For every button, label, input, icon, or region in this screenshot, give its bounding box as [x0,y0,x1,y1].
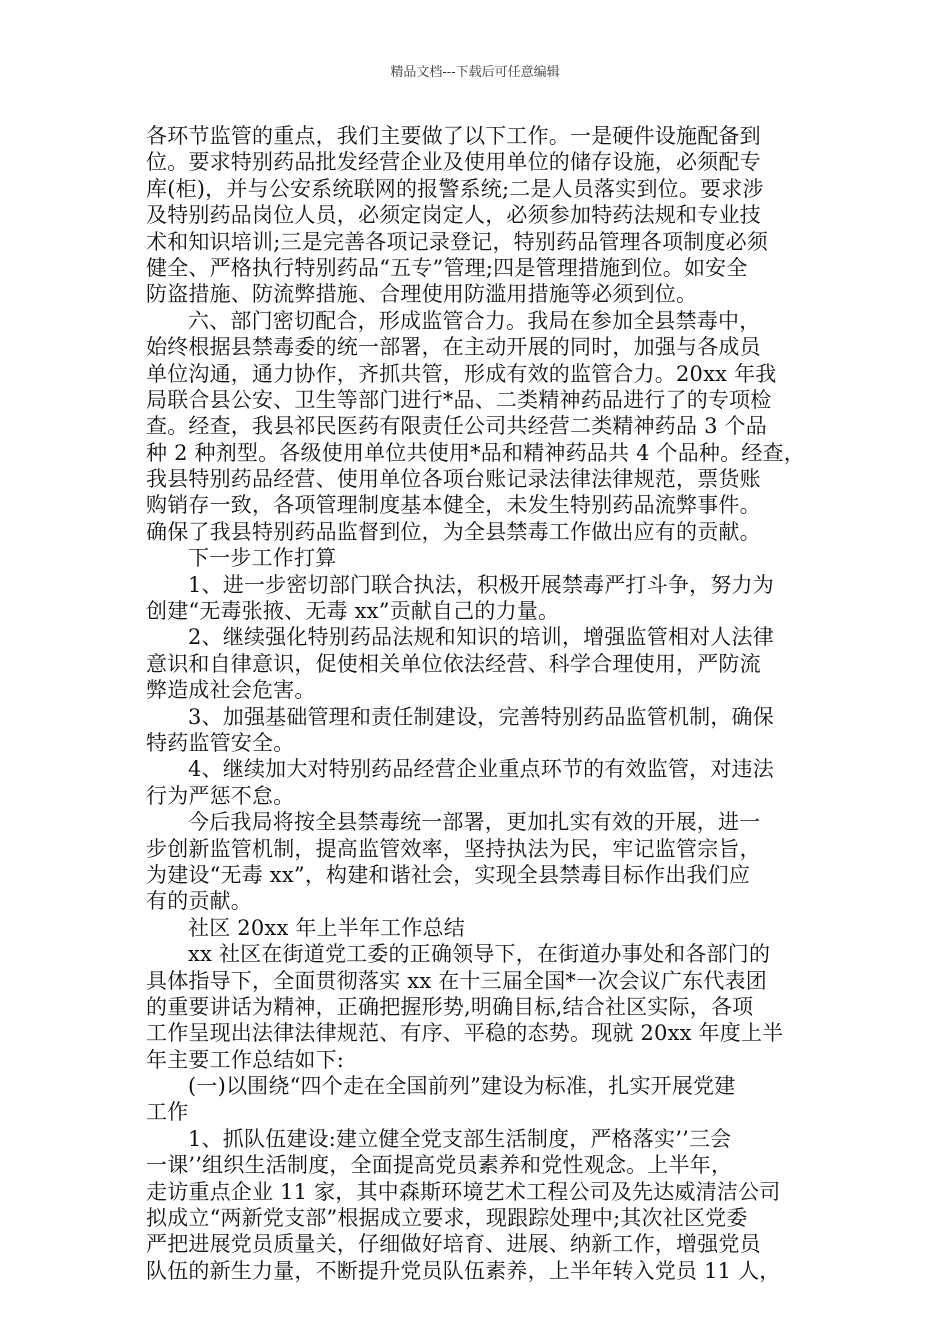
text-line: 有的贡献。 [146,889,252,914]
paragraph-start-line: 3、加强基础管理和责任制建设，完善特别药品监管机制，确保 [188,704,774,729]
text-line: 弊造成社会危害。 [146,678,316,703]
paragraph-start-line: 2、继续强化特别药品法规和知识的培训，增强监管相对人法律 [188,625,774,650]
text-line: 库(柜)，并与公安系统联网的报警系统;二是人员落实到位。要求涉 [146,176,764,201]
text-line: 拟成立“两新党支部”根据成立要求，现跟踪处理中;其次社区党委 [146,1206,748,1231]
text-line: 为建设“无毒 xx”，构建和谐社会，实现全县禁毒目标作出我们应 [146,862,751,887]
text-line: 走访重点企业 11 家，其中森斯环境艺术工程公司及先达威清洁公司 [146,1179,781,1204]
paragraph-start-line: 六、部门密切配合，形成监管合力。我局在参加全县禁毒中， [188,308,761,333]
text-line: 工作呈现出法律法律规范、有序、平稳的态势。现就 20xx 年度上半 [146,1021,784,1046]
paragraph-start-line: 1、进一步密切部门联合执法，积极开展禁毒严打斗争，努力为 [188,572,774,597]
text-line: 我县特别药品经营、使用单位各项台账记录法律法律规范，票货账 [146,467,761,492]
text-line: 的重要讲话为精神，正确把握形势,明确目标,结合社区实际，各项 [146,994,754,1019]
text-line: 单位沟通，通力协作，齐抓共管，形成有效的监管合力。20xx 年我 [146,361,777,386]
paragraph-start-line: 今后我局将按全县禁毒统一部署，更加扎实有效的开展，进一 [188,810,761,835]
text-line: 工作 [146,1100,189,1125]
paragraph-start-line: xx 社区在街道党工委的正确领导下，在街道办事处和各部门的 [188,942,771,967]
text-line: 购销存一致，各项管理制度基本健全，未发生特别药品流弊事件。 [146,493,761,518]
text-line: 防盗措施、防流弊措施、合理使用防滥用措施等必须到位。 [146,282,698,307]
text-line: 一课’’组织生活制度，全面提高党员素养和党性观念。上半年， [146,1153,733,1178]
text-line: 种 2 种剂型。各级使用单位共使用*品和精神药品共 4 个品种。经查， [146,440,805,465]
text-line: 队伍的新生力量，不断提升党员队伍素养，上半年转入党员 11 人， [146,1258,781,1283]
text-line: 局联合县公安、卫生等部门进行*品、二类精神药品进行了的专项检 [146,387,772,412]
text-line: 术和知识培训;三是完善各项记录登记，特别药品管理各项制度必须 [146,229,769,254]
text-line: 意识和自律意识，促使相关单位依法经营、科学合理使用，严防流 [146,651,761,676]
text-line: 具体指导下，全面贯彻落实 xx 在十三届全国*一次会议广东代表团 [146,968,767,993]
text-line: 年主要工作总结如下: [146,1047,345,1072]
paragraph-start-line: 4、继续加大对特别药品经营企业重点环节的有效监管，对违法 [188,757,774,782]
text-line: 创建“无毒张掖、无毒 xx”贡献自己的力量。 [146,599,560,624]
document-body [146,123,806,1284]
text-line: 健全、严格执行特别药品“五专”管理;四是管理措施到位。如安全 [146,255,748,280]
section-heading: 社区 20xx 年上半年工作总结 [188,915,465,940]
text-line: 行为严惩不怠。 [146,783,295,808]
section-heading: 下一步工作打算 [188,546,337,571]
text-line: 及特别药品岗位人员，必须定岗定人，必须参加特药法规和专业技 [146,203,761,228]
text-line: 始终根据县禁毒委的统一部署，在主动开展的同时，加强与各成员 [146,335,761,360]
text-line: 特药监管安全。 [146,730,295,755]
text-line: 位。要求特别药品批发经营企业及使用单位的储存设施，必须配专 [146,150,761,175]
paragraph-start-line: 1、抓队伍建设:建立健全党支部生活制度，严格落实’’三会 [188,1126,732,1151]
text-line: 查。经查，我县祁民医药有限责任公司共经营二类精神药品 3 个品 [146,414,767,439]
text-line: 严把进展党员质量关，仔细做好培育、进展、纳新工作，增强党员 [146,1232,761,1257]
page-header: 精品文档---下载后可任意编辑 [390,65,560,80]
text-line: 确保了我县特别药品监督到位，为全县禁毒工作做出应有的贡献。 [146,519,761,544]
text-line: 各环节监管的重点，我们主要做了以下工作。一是硬件设施配备到 [146,124,761,148]
text-line: 步创新监管机制，提高监管效率，坚持执法为民，牢记监管宗旨， [146,836,761,861]
paragraph-start-line: (一)以围绕“四个走在全国前列”建设为标准，扎实开展党建 [188,1074,736,1099]
